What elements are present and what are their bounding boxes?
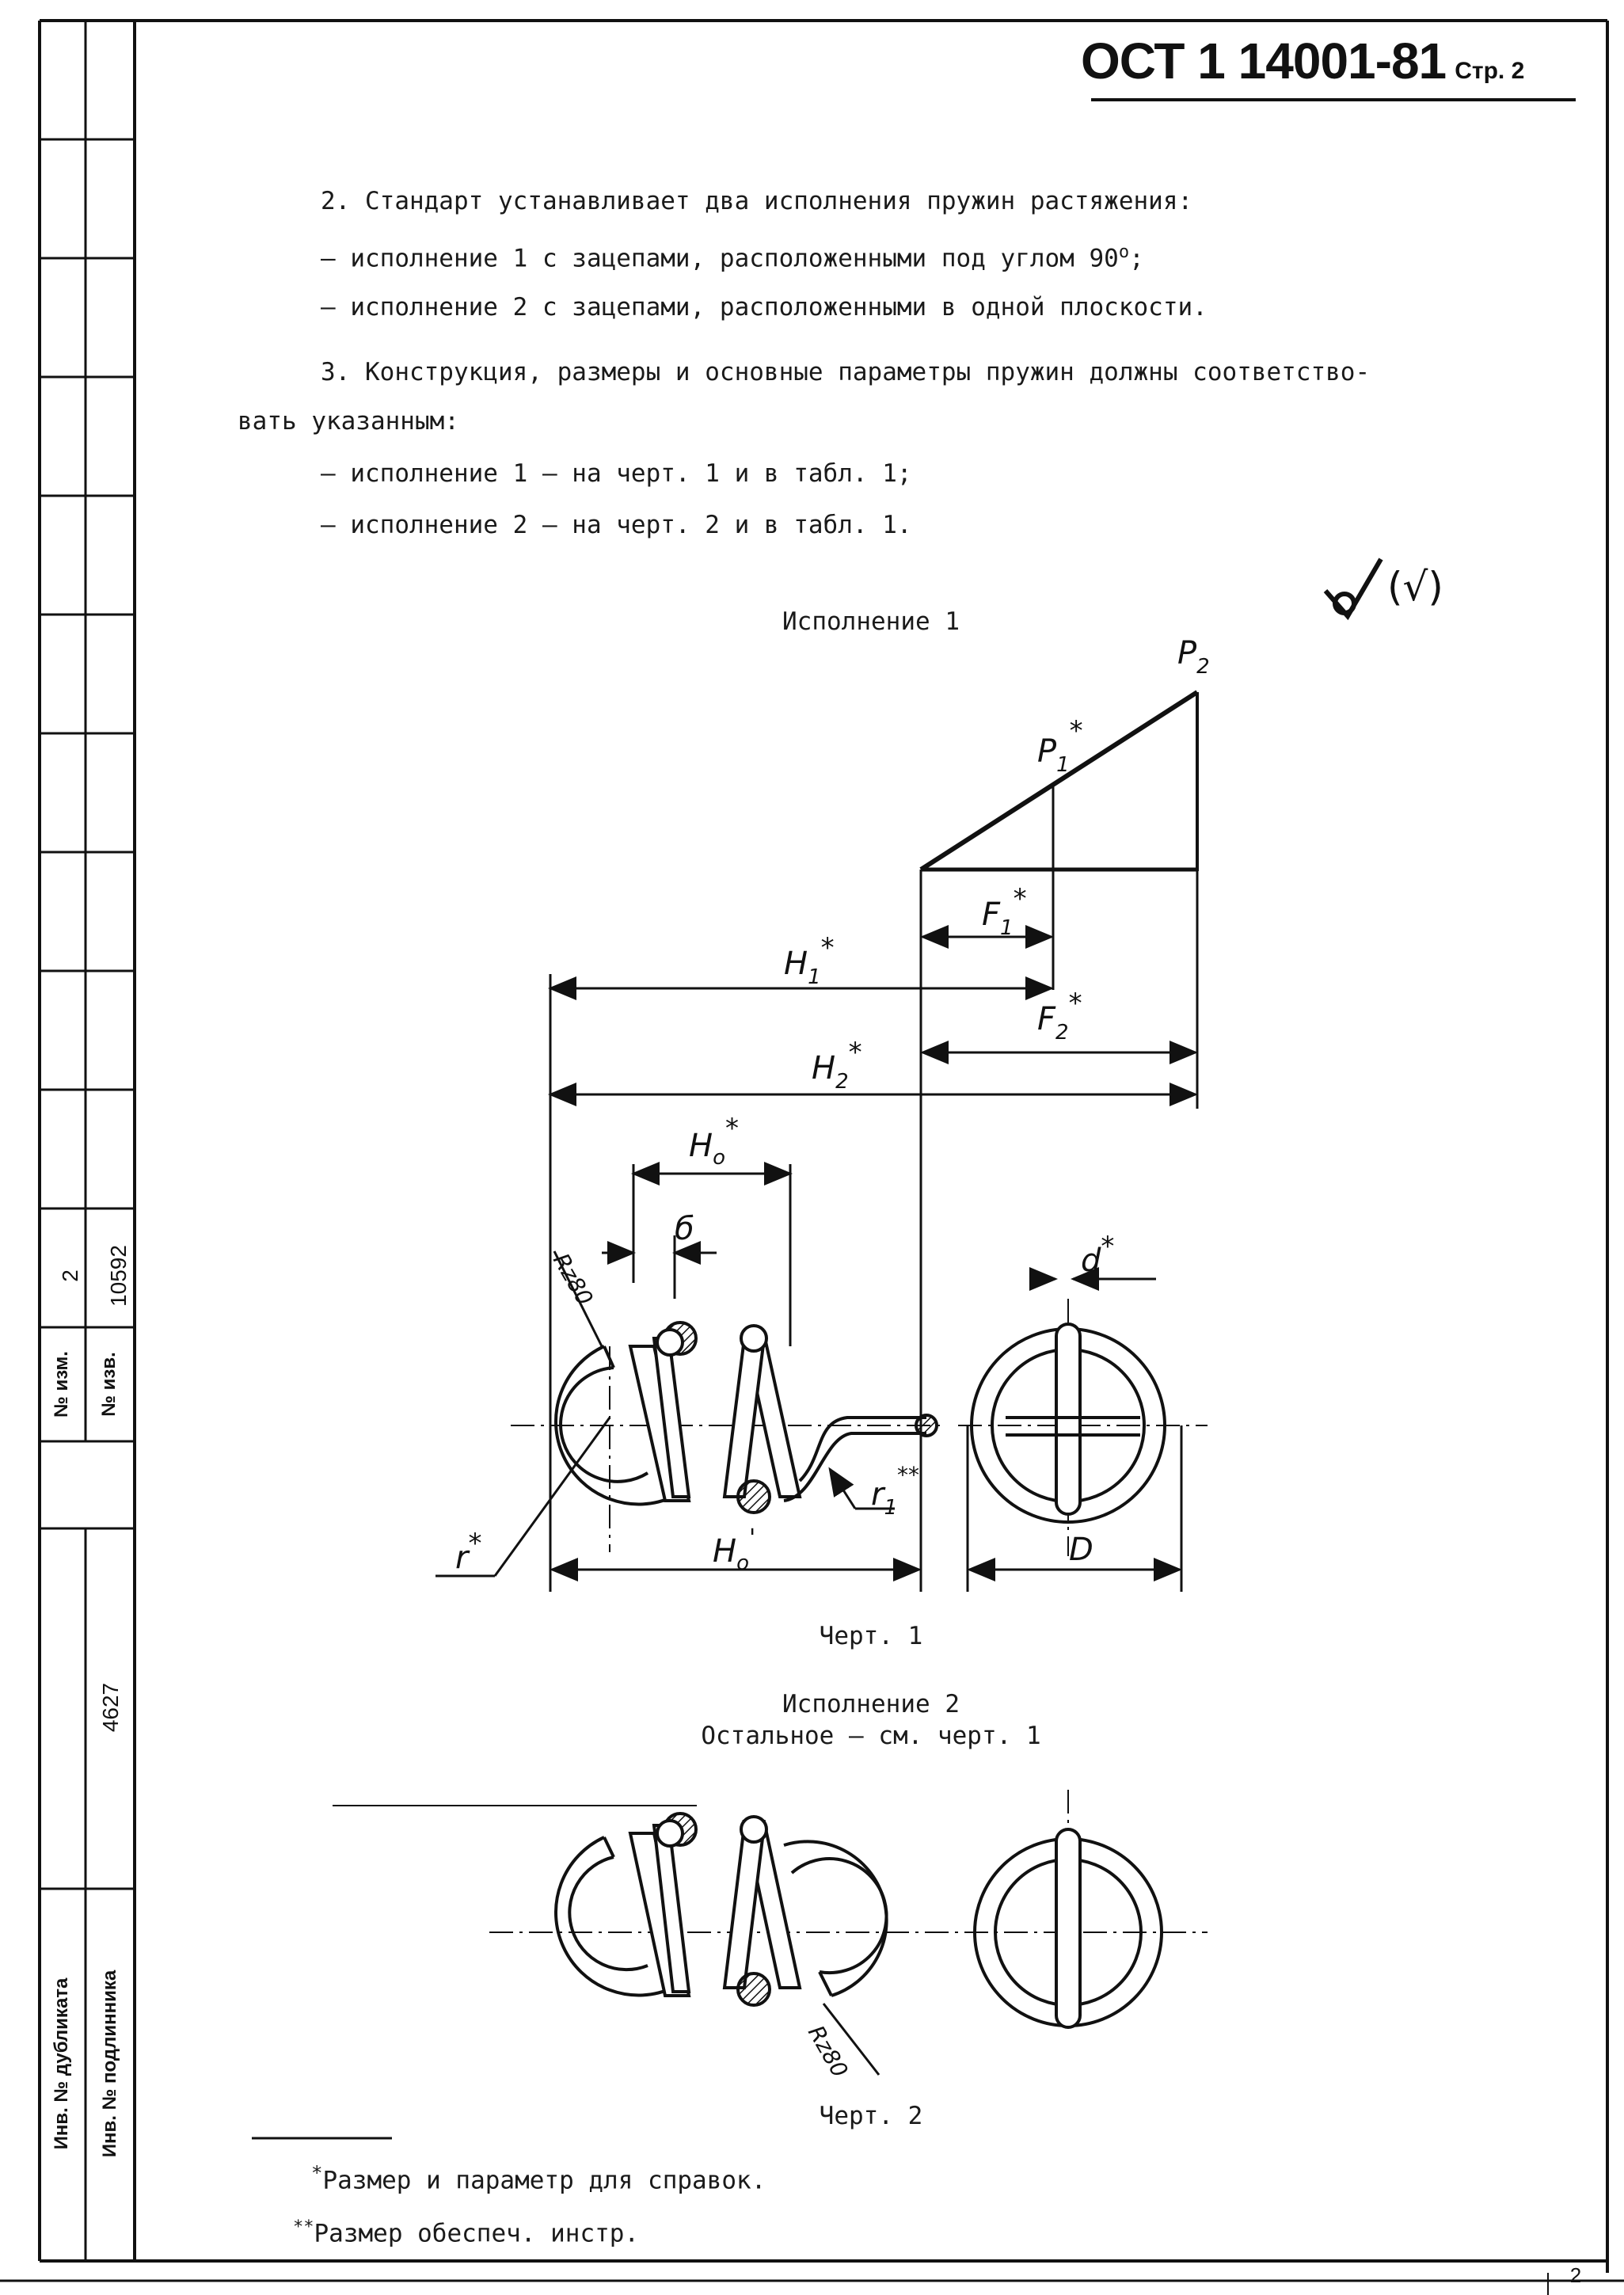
label-F1: $F_1^*$	[982, 883, 1027, 940]
label-Rz80: Rz80	[547, 1249, 599, 1310]
label-P1: $P_1^*$	[1037, 715, 1083, 777]
standard-number: ОСТ 1 14001-81	[1081, 32, 1447, 89]
paragraph-3-item-1: – исполнение 1 – на черт. 1 и в табл. 1;	[321, 459, 912, 488]
figure2-caption: Черт. 2	[819, 2102, 923, 2130]
footnote-2: **Размер обеспеч. инстр.	[293, 2217, 640, 2248]
footnote-1: *Размер и параметр для справок.	[311, 2162, 766, 2195]
paragraph-2-item-1: – исполнение 1 с зацепами, расположенными под углом $90^о$;	[321, 242, 1144, 273]
label-d: d*	[1081, 1231, 1115, 1279]
figure2-subtitle: Остальное – см. черт. 1	[701, 1722, 1041, 1750]
label-D: D	[1069, 1532, 1093, 1568]
page-label: Стр. 2	[1455, 58, 1525, 84]
label-F2: $F_2^*$	[1037, 988, 1082, 1045]
label-P2: $P_2$	[1177, 635, 1210, 679]
label-r1: $r_1^{**}$	[871, 1462, 919, 1520]
side-orig-value: 4627	[98, 1682, 123, 1733]
label-H1: $H_1^*$	[784, 932, 835, 989]
figure1-title: Исполнение 1	[782, 607, 960, 636]
side-izv-label: № изв.	[98, 1352, 120, 1417]
roughness-mark: (√)	[1387, 564, 1443, 610]
side-izm-value: 2	[58, 1269, 82, 1282]
side-izm-label: № изм.	[51, 1351, 72, 1418]
label-H0: $H_o^*$	[689, 1113, 739, 1170]
paragraph-3-item-2: – исполнение 2 – на черт. 2 и в табл. 1.	[321, 511, 912, 539]
paragraph-3: 3. Конструкция, размеры и основные параметры пружин должны соответство-	[321, 358, 1371, 386]
label-b: б	[675, 1211, 694, 1247]
figure2-label-Rz80: Rz80	[802, 2021, 854, 2082]
side-orig-label: Инв. № подлинника	[99, 1970, 120, 2158]
page-number: 2	[1569, 2263, 1582, 2287]
label-H2: $H_2^*$	[812, 1037, 862, 1094]
paragraph-3-cont: вать указанным:	[238, 407, 459, 436]
side-izv-value: 10592	[106, 1245, 131, 1307]
figure2-title: Исполнение 2	[782, 1690, 960, 1718]
label-r: r*	[455, 1528, 482, 1576]
paragraph-2: 2. Стандарт устанавливает два исполнения пружин растяжения:	[321, 187, 1193, 215]
figure1-caption: Черт. 1	[819, 1622, 923, 1650]
side-dup-label: Инв. № дубликата	[51, 1977, 72, 2150]
paragraph-2-item-2: – исполнение 2 с зацепами, расположенными в одной плоскости.	[321, 293, 1208, 322]
label-H0-prime: $H_o'$	[713, 1524, 756, 1575]
